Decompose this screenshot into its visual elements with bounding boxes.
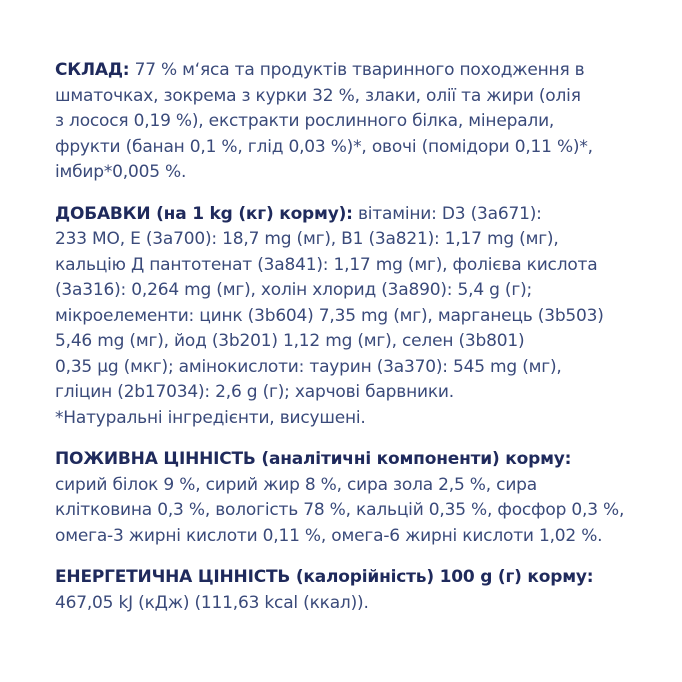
additives-text-line: (3а316): 0,264 mg (мг), холін хлорид (3а890): 5,4 g (г); xyxy=(55,280,533,300)
nutrition-text-line: омега-3 жирні кислоти 0,11 %, омега-6 жирні кислоти 1,02 %. xyxy=(55,525,603,546)
energy-text-line: 467,05 kJ (кДж) (111,63 kcal (ккал)). xyxy=(55,592,369,613)
composition-text-line: фрукти (банан 0,1 %, глід 0,03 %)*, овочі (помідори 0,11 %)*, xyxy=(55,136,593,157)
additives-footnote: *Натуральні інгредієнти, висушені. xyxy=(55,407,366,428)
composition-text-line: імбир*0,005 %. xyxy=(55,162,187,182)
additives-text-line: мікроелементи: цинк (3b604) 7,35 mg (мг), марганець (3b503) xyxy=(55,305,604,326)
additives-heading: ДОБАВКИ (на 1 kg (кг) корму): xyxy=(55,203,353,224)
composition-text-line: 77 % м‘яса та продуктів тваринного походження в xyxy=(129,60,585,80)
composition-text-line: з лосося 0,19 %), екстракти рослинного білка, мінерали, xyxy=(55,111,555,131)
additives-text-line: 233 МО, Е (3а700): 18,7 mg (мг), В1 (3а821): 1,17 mg (мг), xyxy=(55,229,559,249)
composition-text-line: шматочках, зокрема з курки 32 %, злаки, олії та жири (олія xyxy=(55,85,581,106)
additives-text-line: гліцин (2b17034): 2,6 g (г); харчові барвники. xyxy=(55,382,454,402)
composition-first-line xyxy=(55,58,645,84)
additives-text-line: 0,35 µg (мкг); амінокислоти: таурин (3а370): 545 mg (мг), xyxy=(55,356,562,377)
nutrition-text-line: клітковина 0,3 %, вологість 78 %, кальцій 0,35 %, фосфор 0,3 %, xyxy=(55,500,625,520)
additives-first-line xyxy=(55,202,645,228)
additives-text-line: вітаміни: D3 (3a671): xyxy=(352,203,542,224)
additives-text-line: кальцію Д пантотенат (3а841): 1,17 mg (мг), фолієва кислота xyxy=(55,254,598,275)
composition-section xyxy=(55,58,645,186)
nutrition-heading: ПОЖИВНА ЦІННІСТЬ (аналітичні компоненти) корму: xyxy=(55,449,572,469)
nutrition-section xyxy=(55,447,645,549)
energy-heading: ЕНЕРГЕТИЧНА ЦІННІСТЬ (калорійність) 100 g (г) корму: xyxy=(55,567,594,587)
energy-section xyxy=(55,565,645,616)
additives-section xyxy=(55,202,645,432)
nutrition-text-line: сирий білок 9 %, сирий жир 8 %, сира зола 2,5 %, сира xyxy=(55,474,537,495)
label-text-block xyxy=(55,58,645,616)
additives-text-line: 5,46 mg (мг), йод (3b201) 1,12 mg (мг), селен (3b801) xyxy=(55,331,525,351)
composition-heading: СКЛАД: xyxy=(55,60,130,80)
